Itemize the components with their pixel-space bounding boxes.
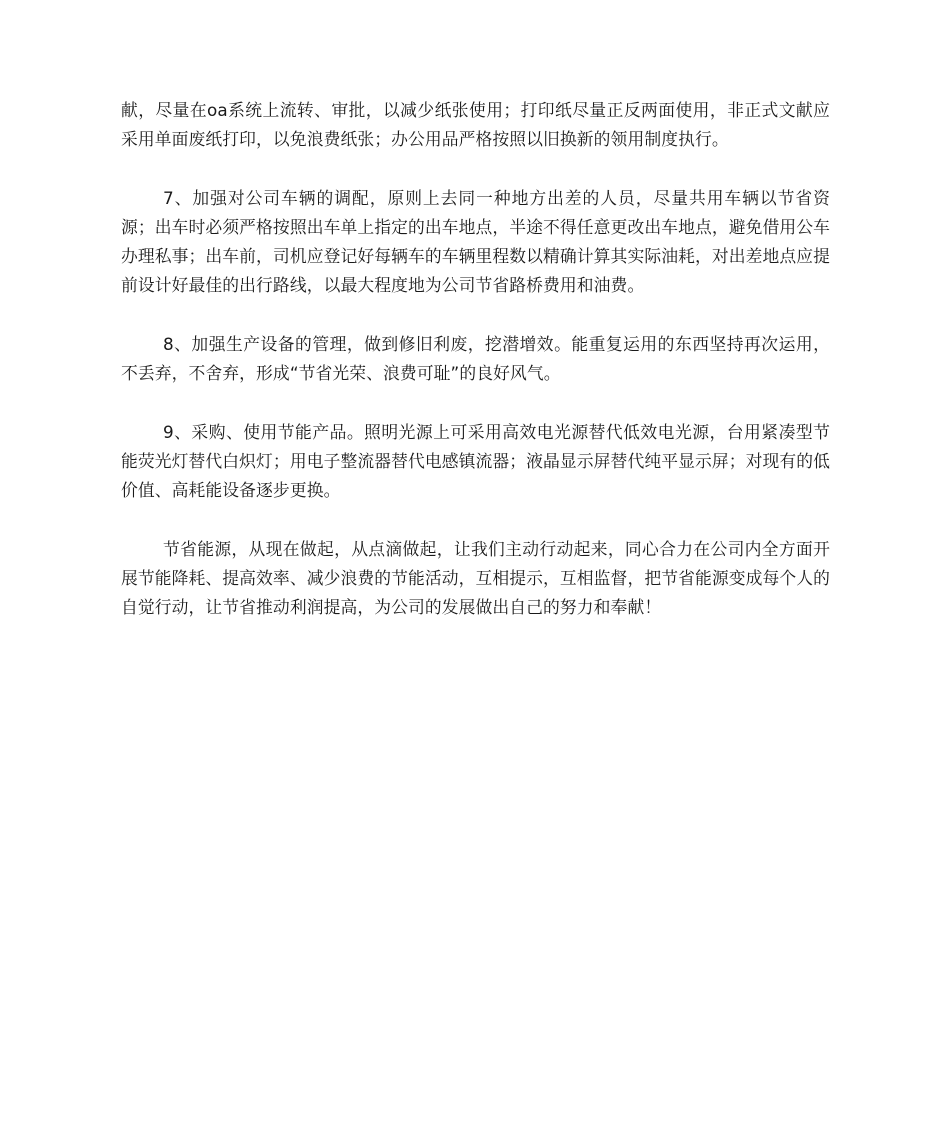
paragraph-item-9-energy-products: 9、采购、使用节能产品。照明光源上可采用高效电光源替代低效电光源，台用紧凑型节能荧光灯替代白炽灯；用电子整流器替代电感镇流器；液晶显示屏替代纯平显示屏；对现有的低价值、高耗能设备逐步更换。 xyxy=(121,422,831,500)
paragraph-item-8-equipment: 8、加强生产设备的管理，做到修旧利废，挖潜增效。能重复运用的东西坚持再次运用，不丢弃，不舍弃，形成“节省光荣、浪费可耻”的良好风气。 xyxy=(121,334,830,383)
paragraph-conclusion: 节省能源，从现在做起，从点滴做起，让我们主动行动起来，同心合力在公司内全方面开展节能降耗、提高效率、减少浪费的节能活动，互相提示，互相监督，把节省能源变成每个人的自觉行动，让节省推动利润提高，为公司的发展做出自己的努力和奉献！ xyxy=(121,539,831,617)
paragraph-item-7-vehicles: 7、加强对公司车辆的调配，原则上去同一种地方出差的人员，尽量共用车辆以节省资源；出车时必须严格按照出车单上指定的出车地点，半途不得任意更改出车地点，避免借用公车办理私事；出车前，司机应登记好每辆车的车辆里程数以精确计算其实际油耗，对出差地点应提前设计好最佳的出行路线，以最大程度地为公司节省路桥费用和油费。 xyxy=(121,188,831,295)
document-body xyxy=(121,96,830,652)
paragraph-continuation: 献，尽量在oa系统上流转、审批，以减少纸张使用；打印纸尽量正反两面使用，非正式文献应采用单面废纸打印，以免浪费纸张；办公用品严格按照以旧换新的领用制度执行。 xyxy=(121,100,830,149)
